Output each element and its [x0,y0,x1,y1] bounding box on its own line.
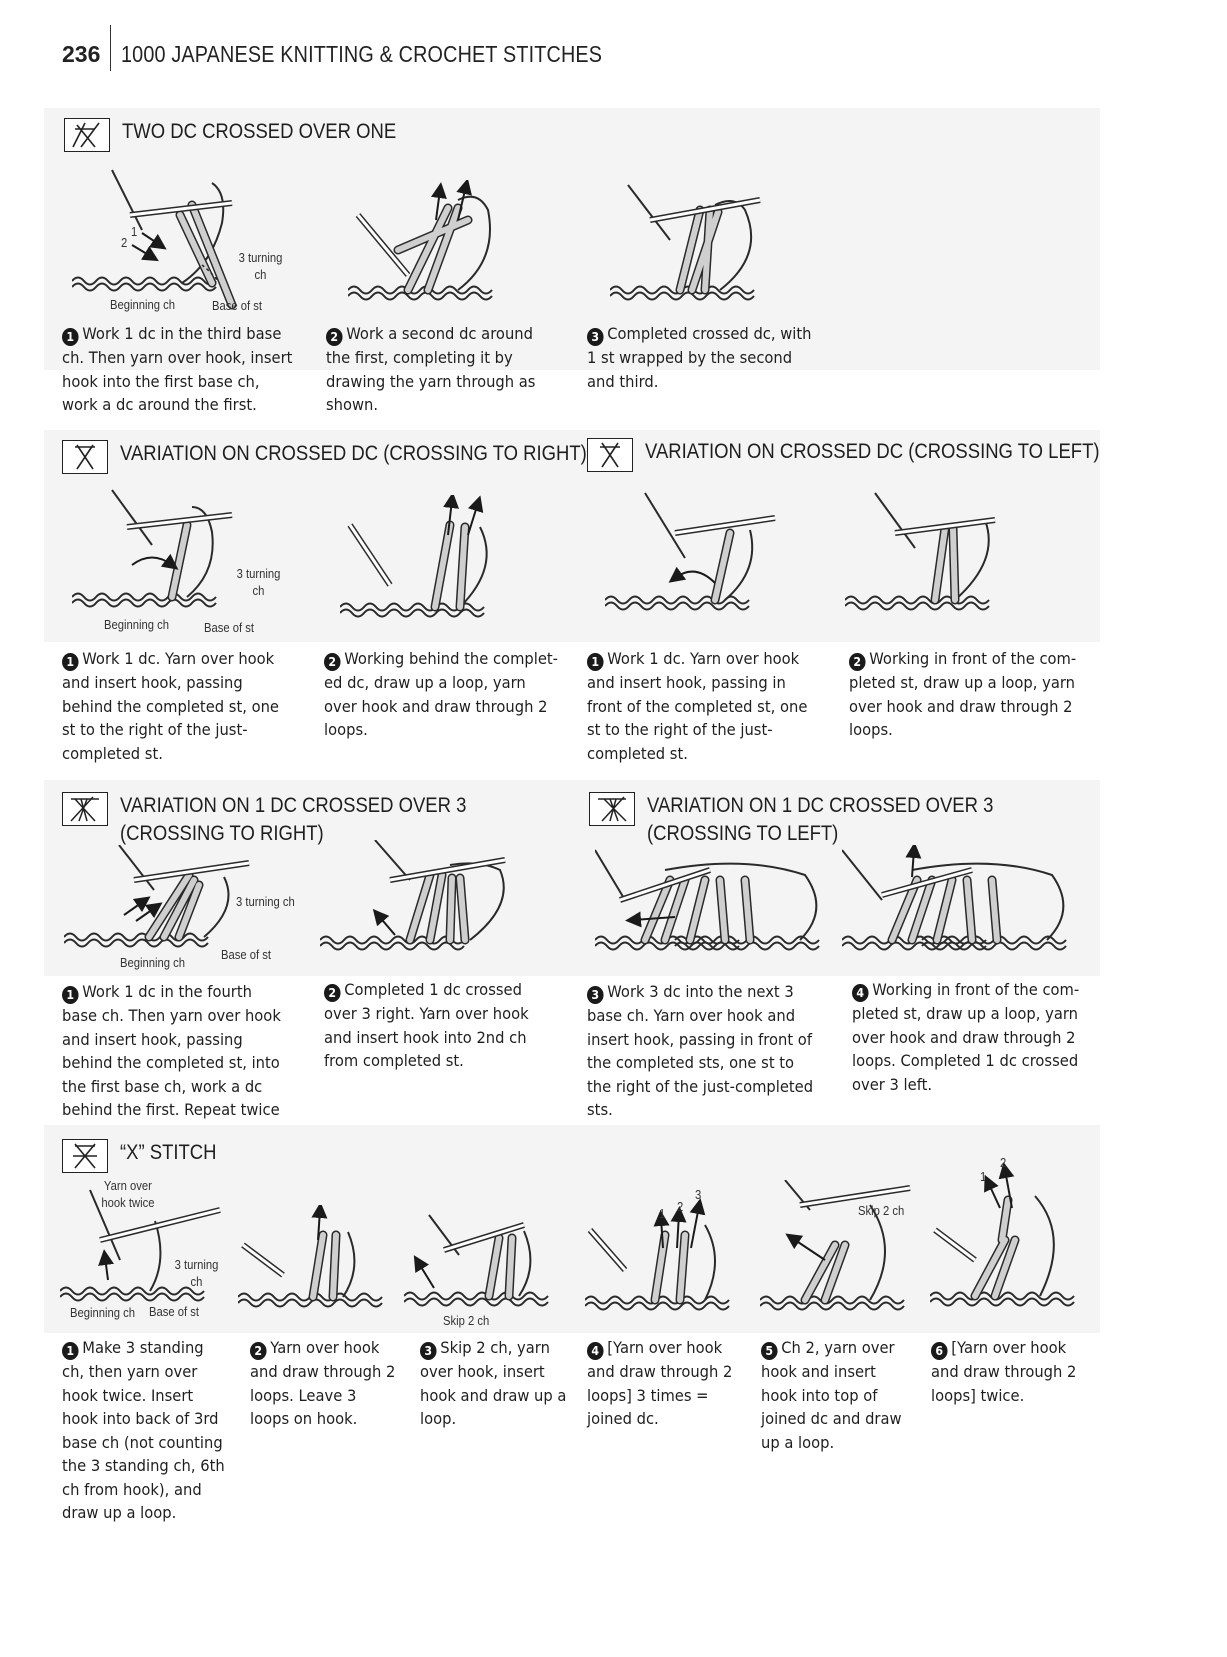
step-caption: 2 Working in front of the com-pleted st, draw up a loop, yarn over hook and draw through 2 loops. [849,649,1077,739]
step-caption: 4 Working in front of the com-pleted st, draw up a loop, yarn over hook and draw through 2 loops. Completed 1 dc crossed over 3 left. [852,980,1080,1094]
step-caption: 3 Work 3 dc into the next 3 base ch. Yarn over hook and insert hook, passing in front of the completed sts, one st to the right of the just-completed sts. [587,982,814,1119]
step-caption: 2 Completed 1 dc crossed over 3 right. Yarn over hook and insert hook into 2nd ch from completed st. [324,980,529,1070]
step-illustration [610,180,780,310]
section-x-stitch-header [62,1139,230,1173]
step-illustration [605,488,795,623]
step-illustration [595,845,825,955]
turning-ch-label: 3 turning ch [238,251,283,282]
step-caption: 1 Make 3 standing ch, then yarn over hook twice. Insert hook into back of 3rd base ch (not counting the 3 standing ch, 6th ch from hook), and draw up a loop. [62,1338,225,1522]
step-caption: 3 Skip 2 ch, yarn over hook, insert hook and draw up a loop. [420,1338,567,1428]
number-label: 1 [659,1207,666,1221]
section-title: VARIATION ON 1 DC CROSSED OVER 3 (CROSSING TO RIGHT) [120,794,467,845]
step-illustration [842,845,1072,955]
step-caption: 2 Work a second dc around the first, completing it by drawing the yarn through as shown. [326,324,536,414]
section-var-left-header [587,438,1162,472]
skip-ch-label: Skip 2 ch [858,1204,905,1218]
step-caption: 1 Work 1 dc in the third base ch. Then yarn over hook, insert hook into the first base ch, work a dc around the first. [62,324,293,414]
crochet-symbol-icon [62,440,108,474]
base-of-st-label: Base of st [212,299,263,313]
crochet-symbol-icon [589,792,635,826]
beginning-ch-label: Beginning ch [104,618,170,632]
beginning-ch-label: Beginning ch [110,298,176,312]
number-label: 1 [980,1170,987,1184]
turning-ch-label: 3 turning ch [236,895,295,909]
step-caption: 2 Yarn over hook and draw through 2 loops. Leave 3 loops on hook. [250,1338,396,1428]
step-caption: 5 Ch 2, yarn over hook and insert hook into top of joined dc and draw up a loop. [761,1338,902,1452]
crochet-symbol-icon [587,438,633,472]
book-title: 1000 JAPANESE KNITTING & CROCHET STITCHES [121,40,603,67]
number-label: 2 [677,1200,684,1214]
number-label: 2 [121,236,128,250]
section-title: VARIATION ON CROSSED DC (CROSSING TO RIGHT) [120,442,587,465]
step-illustration [930,1160,1100,1310]
page-number: 236 [62,40,101,67]
step-illustration [404,1210,569,1310]
skip-ch-label: Skip 2 ch [443,1314,490,1328]
step-caption: 1 Work 1 dc. Yarn over hook and insert hook, passing behind the completed st, one st to the right of the just-completed st. [62,649,279,763]
header-divider [110,25,111,71]
section-var-right-header [62,440,651,474]
section-two-dc-header [64,118,434,152]
crochet-symbol-icon [64,118,110,152]
step-caption: 6 [Yarn over hook and draw through 2 loops] twice. [931,1338,1077,1405]
beginning-ch-label: Beginning ch [120,956,186,970]
beginning-ch-label: Beginning ch [70,1306,136,1320]
step-caption: 2 Working behind the complet-ed dc, draw up a loop, yarn over hook and draw through 2 loops. [324,649,558,739]
section-title: VARIATION ON 1 DC CROSSED OVER 3 (CROSSING TO LEFT) [647,794,994,845]
step-caption: 4 [Yarn over hook and draw through 2 loops] 3 times = joined dc. [587,1338,733,1428]
crochet-symbol-icon [62,792,108,826]
step-illustration [72,485,292,625]
page-header [62,34,681,74]
step-caption: 1 Work 1 dc in the fourth base ch. Then yarn over hook and insert hook, passing behind the completed st, into the first base ch, work a dc behind the first. Repeat twice [62,982,281,1119]
step-illustration [585,1190,750,1315]
number-label: 1 [131,225,138,239]
section-over3-left-header [589,792,1127,848]
step-illustration [72,165,302,315]
yarn-over-label: Yarn over hook twice [101,1179,155,1210]
number-label: 2 [1000,1156,1007,1170]
step-illustration [760,1180,930,1315]
crochet-symbol-icon [62,1139,108,1173]
base-of-st-label: Base of st [221,948,272,962]
turning-ch-label: 3 turning ch [236,567,281,598]
section-title: TWO DC CROSSED OVER ONE [122,120,397,143]
step-caption: 1 Work 1 dc. Yarn over hook and insert hook, passing in front of the completed st, one st to the right of the just-completed st. [587,649,808,763]
section-title: “X” STITCH [120,1141,217,1164]
step-illustration [340,495,520,625]
step-illustration [238,1205,398,1315]
step-illustration [348,180,518,310]
base-of-st-label: Base of st [149,1305,200,1319]
step-illustration [845,488,1025,623]
base-of-st-label: Base of st [204,621,255,635]
turning-ch-label: 3 turning ch [174,1258,219,1289]
step-illustration [320,840,520,955]
number-label: 3 [695,1188,702,1202]
section-title: VARIATION ON CROSSED DC (CROSSING TO LEFT) [645,440,1100,463]
step-caption: 3 Completed crossed dc, with 1 st wrapped by the second and third. [587,324,812,391]
